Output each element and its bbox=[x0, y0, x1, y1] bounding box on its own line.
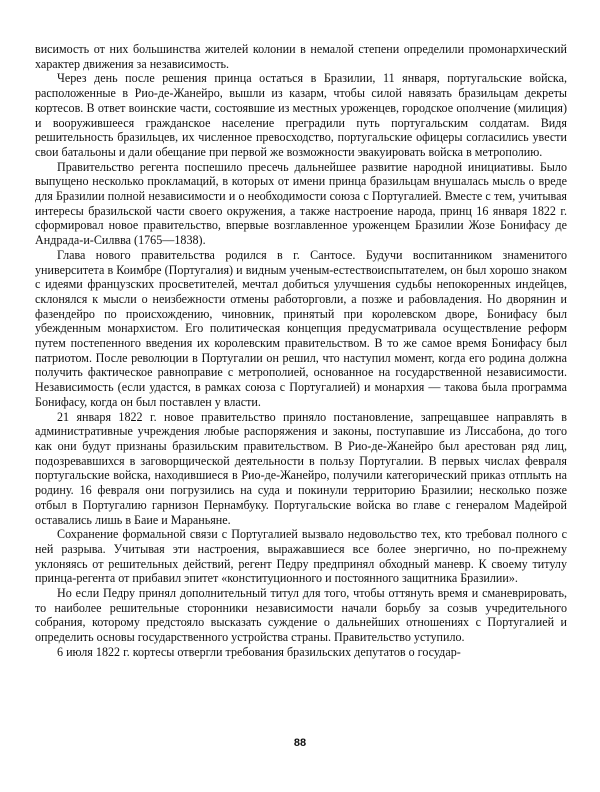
paragraph-3: Правительство регента поспешило пресечь дальнейшее развитие народной инициативы. Было выпущено несколько прокламаций, в которых от имени принца бразильцам внушалась мысль о вреде для Бразилии полной независимости и о необходимости союза с Португалией. Вместе с тем, учитывая интересы бразильской части своего окружения, а также настроение народа, принц 16 января 1822 г. сформировал новое правительство, впервые возглавленное уроженцем Бразилии Жозе Бонифасу де Андрада-и-Силвва (1765—1838). bbox=[35, 159, 567, 248]
paragraph-6: Сохранение формальной связи с Португалией вызвало недовольство тех, кто требовал полного с ней разрыва. Учитывая эти настроения, выражавшиеся все более энергично, но по-прежнему уклоняясь от решительных действий, регент Педру предпринял обходный маневр. К своему титулу принца-регента от прибавил эпитет «конституционного и постоянного защитника Бразилии». bbox=[35, 527, 567, 586]
paragraph-5: 21 января 1822 г. новое правительство приняло постановление, запрещавшее направлять в административные учреждения любые распоряжения и законы, поступавшие из Лиссабона, до того как они будут признаны бразильским правительством. В Рио-де-Жанейро был арестован ряд лиц, подозревавшихся в заговорщической деятельности в пользу Португалии. В первых числах февраля португальские войска, находившиеся в Рио-де-Жанейро, получили категорический приказ отплыть на родину. 16 февраля они погрузились на суда и покинули территорию Бразилии; несколько позже отбыл в Португалию гарнизон Пернамбуку. Португальские войска во главе с генералом Мадейрой оставались лишь в Баие и Мараньяне. bbox=[35, 409, 567, 527]
paragraph-7: Но если Педру принял дополнительный титул для того, чтобы оттянуть время и сманеврировать, то наиболее решительные сторонники независимости начали борьбу за созыв учредительного собрания, которому предстояло высказать суждение о дальнейших отношениях с Португалией и определить основы государственного устройства страны. Правительство уступило. bbox=[35, 586, 567, 645]
page-number: 88 bbox=[293, 737, 307, 749]
paragraph-1: висимость от них большинства жителей колонии в немалой степени определили промонархический характер движения за независимость. bbox=[35, 42, 567, 71]
paragraph-8: 6 июля 1822 г. кортесы отвергли требования бразильских депутатов о государ- bbox=[57, 644, 461, 659]
page-text-body bbox=[35, 42, 567, 660]
paragraph-4: Глава нового правительства родился в г. Сантосе. Будучи воспитанником знаменитого университета в Коимбре (Португалия) и видным ученым-естествоиспытателем, он был хорошо знаком с идеями французских просветителей, мечтал добиться улучшения судьбы непокоренных индейцев, склонялся к мысли о неизбежности отмены работорговли, а позже и рабовладения. Но дворянин и фазендейро по происхождению, чиновник, принятый при королевском дворе, Бонифасу был убежденным монархистом. Его политическая концепция предусматривала осуществление реформ путем постепенного введения их королевским правительством. В то же самое время Бонифасу был патриотом. После революции в Португалии он решил, что наступил момент, когда его родина должна получить фактическое равноправие с метрополией, основанное на государственной независимости. Независимость (если удастся, в рамках союза с Португалией) и монархия — такова была программа Бонифасу, когда он был поставлен у власти. bbox=[35, 247, 567, 409]
paragraph-2: Через день после решения принца остаться в Бразилии, 11 января, португальские войска, расположенные в Рио-де-Жанейро, вышли из казарм, чтобы силой навязать бразильцам декреты кортесов. В ответ воинские части, состоявшие из местных уроженцев, городское ополчение (милиция) и вооружившееся гражданское население преградили путь португальским солдатам. Видя решительность бразильцев, их численное превосходство, португальские офицеры согласились увести свои батальоны и дали обещание при первой же возможности эвакуировать войска в метрополию. bbox=[35, 71, 567, 159]
